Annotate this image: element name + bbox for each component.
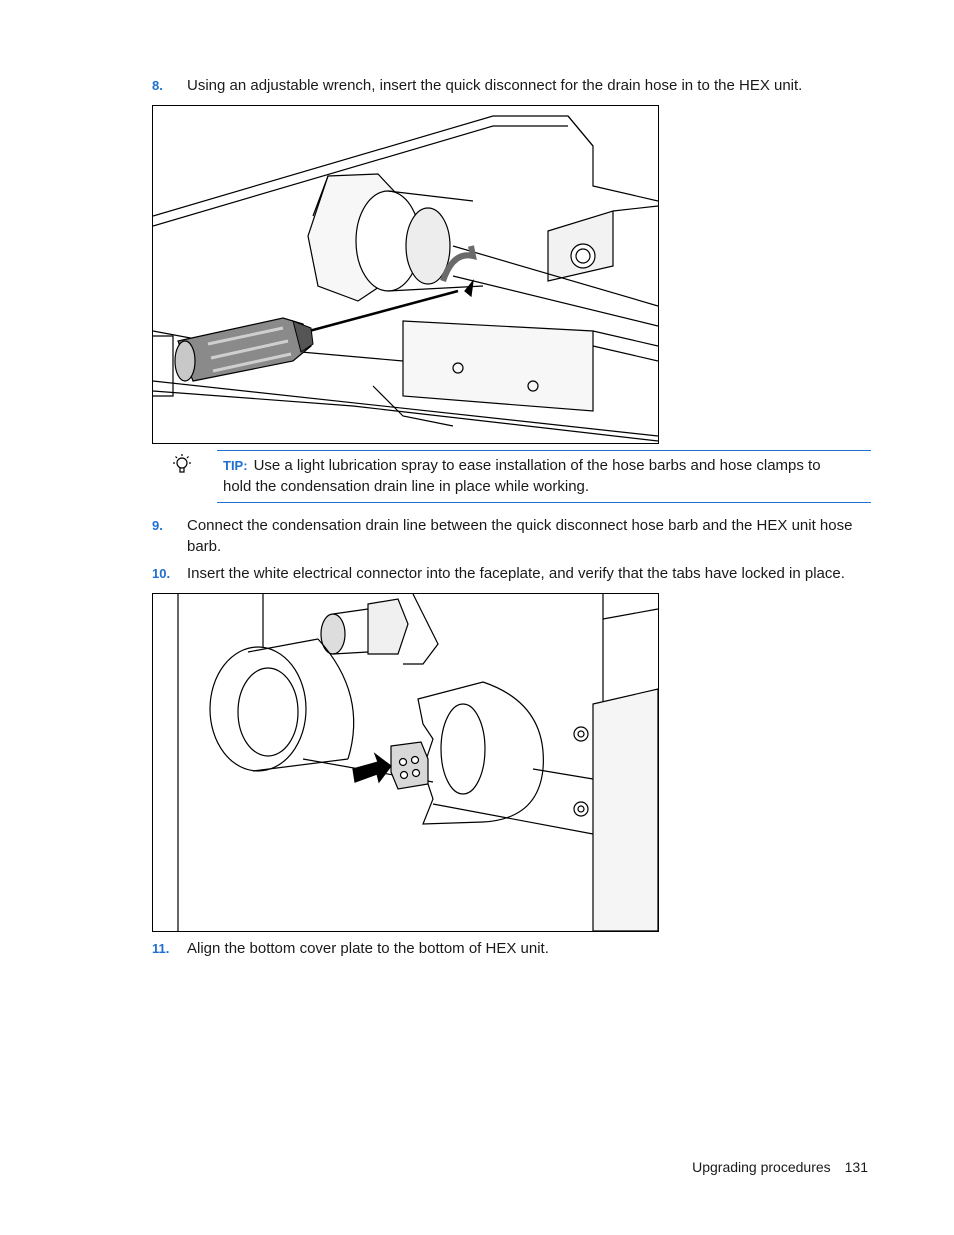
figure-drain-hose-installation bbox=[152, 105, 659, 444]
step-text: Insert the white electrical connector into the faceplate, and verify that the tabs have locked in place. bbox=[187, 565, 845, 582]
page-footer bbox=[692, 1157, 868, 1178]
step-number: 10. bbox=[152, 566, 171, 581]
tip-text: Use a light lubrication spray to ease installation of the hose barbs and hose clamps to hold the condensation drain line in place while working. bbox=[223, 457, 821, 495]
tip-box bbox=[217, 450, 871, 503]
step-number: 8. bbox=[152, 78, 163, 93]
step-text: Align the bottom cover plate to the bottom of HEX unit. bbox=[187, 940, 549, 957]
step-text: Connect the condensation drain line between the quick disconnect hose barb and the HEX unit hose barb. bbox=[187, 517, 853, 555]
tip-label: TIP: bbox=[223, 458, 248, 473]
page-number: 131 bbox=[844, 1159, 868, 1175]
lightbulb-icon bbox=[170, 453, 194, 477]
step-text: Using an adjustable wrench, insert the quick disconnect for the drain hose in to the HEX unit. bbox=[187, 77, 803, 94]
footer-section-title: Upgrading procedures bbox=[692, 1159, 831, 1175]
step-number: 11. bbox=[152, 941, 170, 956]
tip-text-block bbox=[223, 455, 843, 497]
figure-electrical-connector bbox=[152, 593, 659, 932]
step-number: 9. bbox=[152, 518, 163, 533]
